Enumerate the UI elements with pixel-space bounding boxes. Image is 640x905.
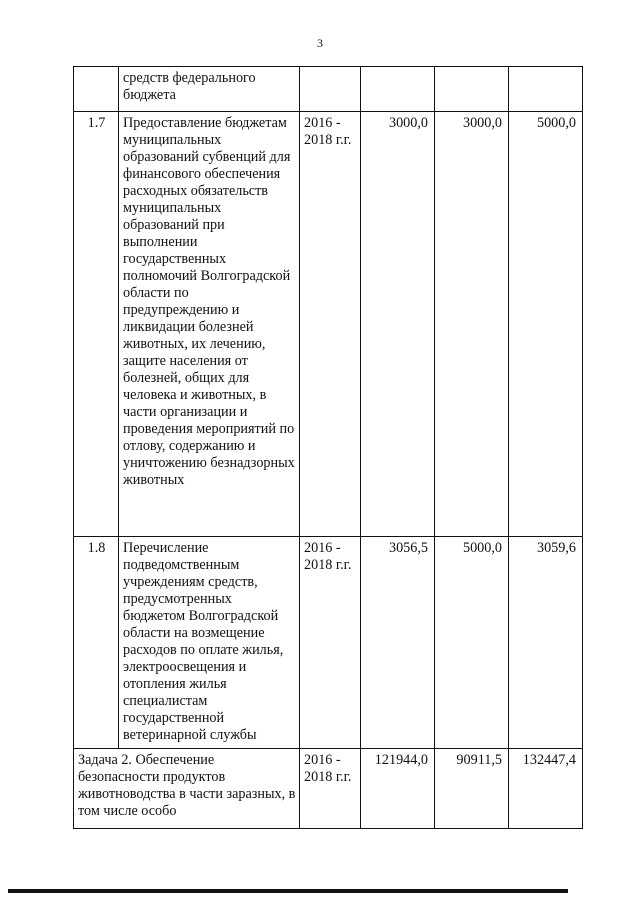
row-period-cell: 2016 - 2018 г.г.	[300, 112, 361, 537]
row-value-2017-cell	[435, 67, 509, 112]
row-value-2018-cell	[509, 67, 583, 112]
page-number: 3	[317, 36, 323, 50]
budget-table	[73, 66, 583, 829]
row-number-cell: 1.7	[74, 112, 119, 537]
task-value-2016-cell: 121944,0	[361, 749, 435, 829]
task-value-2018-cell: 132447,4	[509, 749, 583, 829]
task-row	[74, 749, 583, 829]
row-number-cell	[74, 67, 119, 112]
task-value-2017-cell: 90911,5	[435, 749, 509, 829]
table-row	[74, 67, 583, 112]
table-row	[74, 112, 583, 537]
row-value-2017-cell: 3000,0	[435, 112, 509, 537]
row-period-cell	[300, 67, 361, 112]
row-description-cell: Предоставление бюджетам муниципальных образований субвенций для финансового обеспечения расходных обязательств муниципальных образований при выполнении государственных полномочий Волгоградской области по предупреждению и ликвидации болезней животных, их лечению, защите населения от болезней, общих для человека и животных, в части организации и проведения мероприятий по отлову, содержанию и уничтожению безнадзорных животных	[119, 112, 300, 537]
row-value-2018-cell: 5000,0	[509, 112, 583, 537]
row-value-2017-cell: 5000,0	[435, 537, 509, 749]
row-description-cell: Перечисление подведомственным учреждениям средств, предусмотренных бюджетом Волгоградской области на возмещение расходов по оплате жилья, электроосвещения и отопления жилья специалистам государственной ветеринарной службы	[119, 537, 300, 749]
row-value-2018-cell: 3059,6	[509, 537, 583, 749]
task-description-cell: Задача 2. Обеспечение безопасности продуктов животноводства в части заразных, в том числе особо	[74, 749, 300, 829]
task-period-cell: 2016 - 2018 г.г.	[300, 749, 361, 829]
row-value-2016-cell: 3056,5	[361, 537, 435, 749]
row-value-2016-cell: 3000,0	[361, 112, 435, 537]
row-value-2016-cell	[361, 67, 435, 112]
scan-edge-line	[8, 889, 568, 893]
row-period-cell: 2016 - 2018 г.г.	[300, 537, 361, 749]
table-row	[74, 537, 583, 749]
row-number-cell: 1.8	[74, 537, 119, 749]
row-description-cell: средств федерального бюджета	[119, 67, 300, 112]
